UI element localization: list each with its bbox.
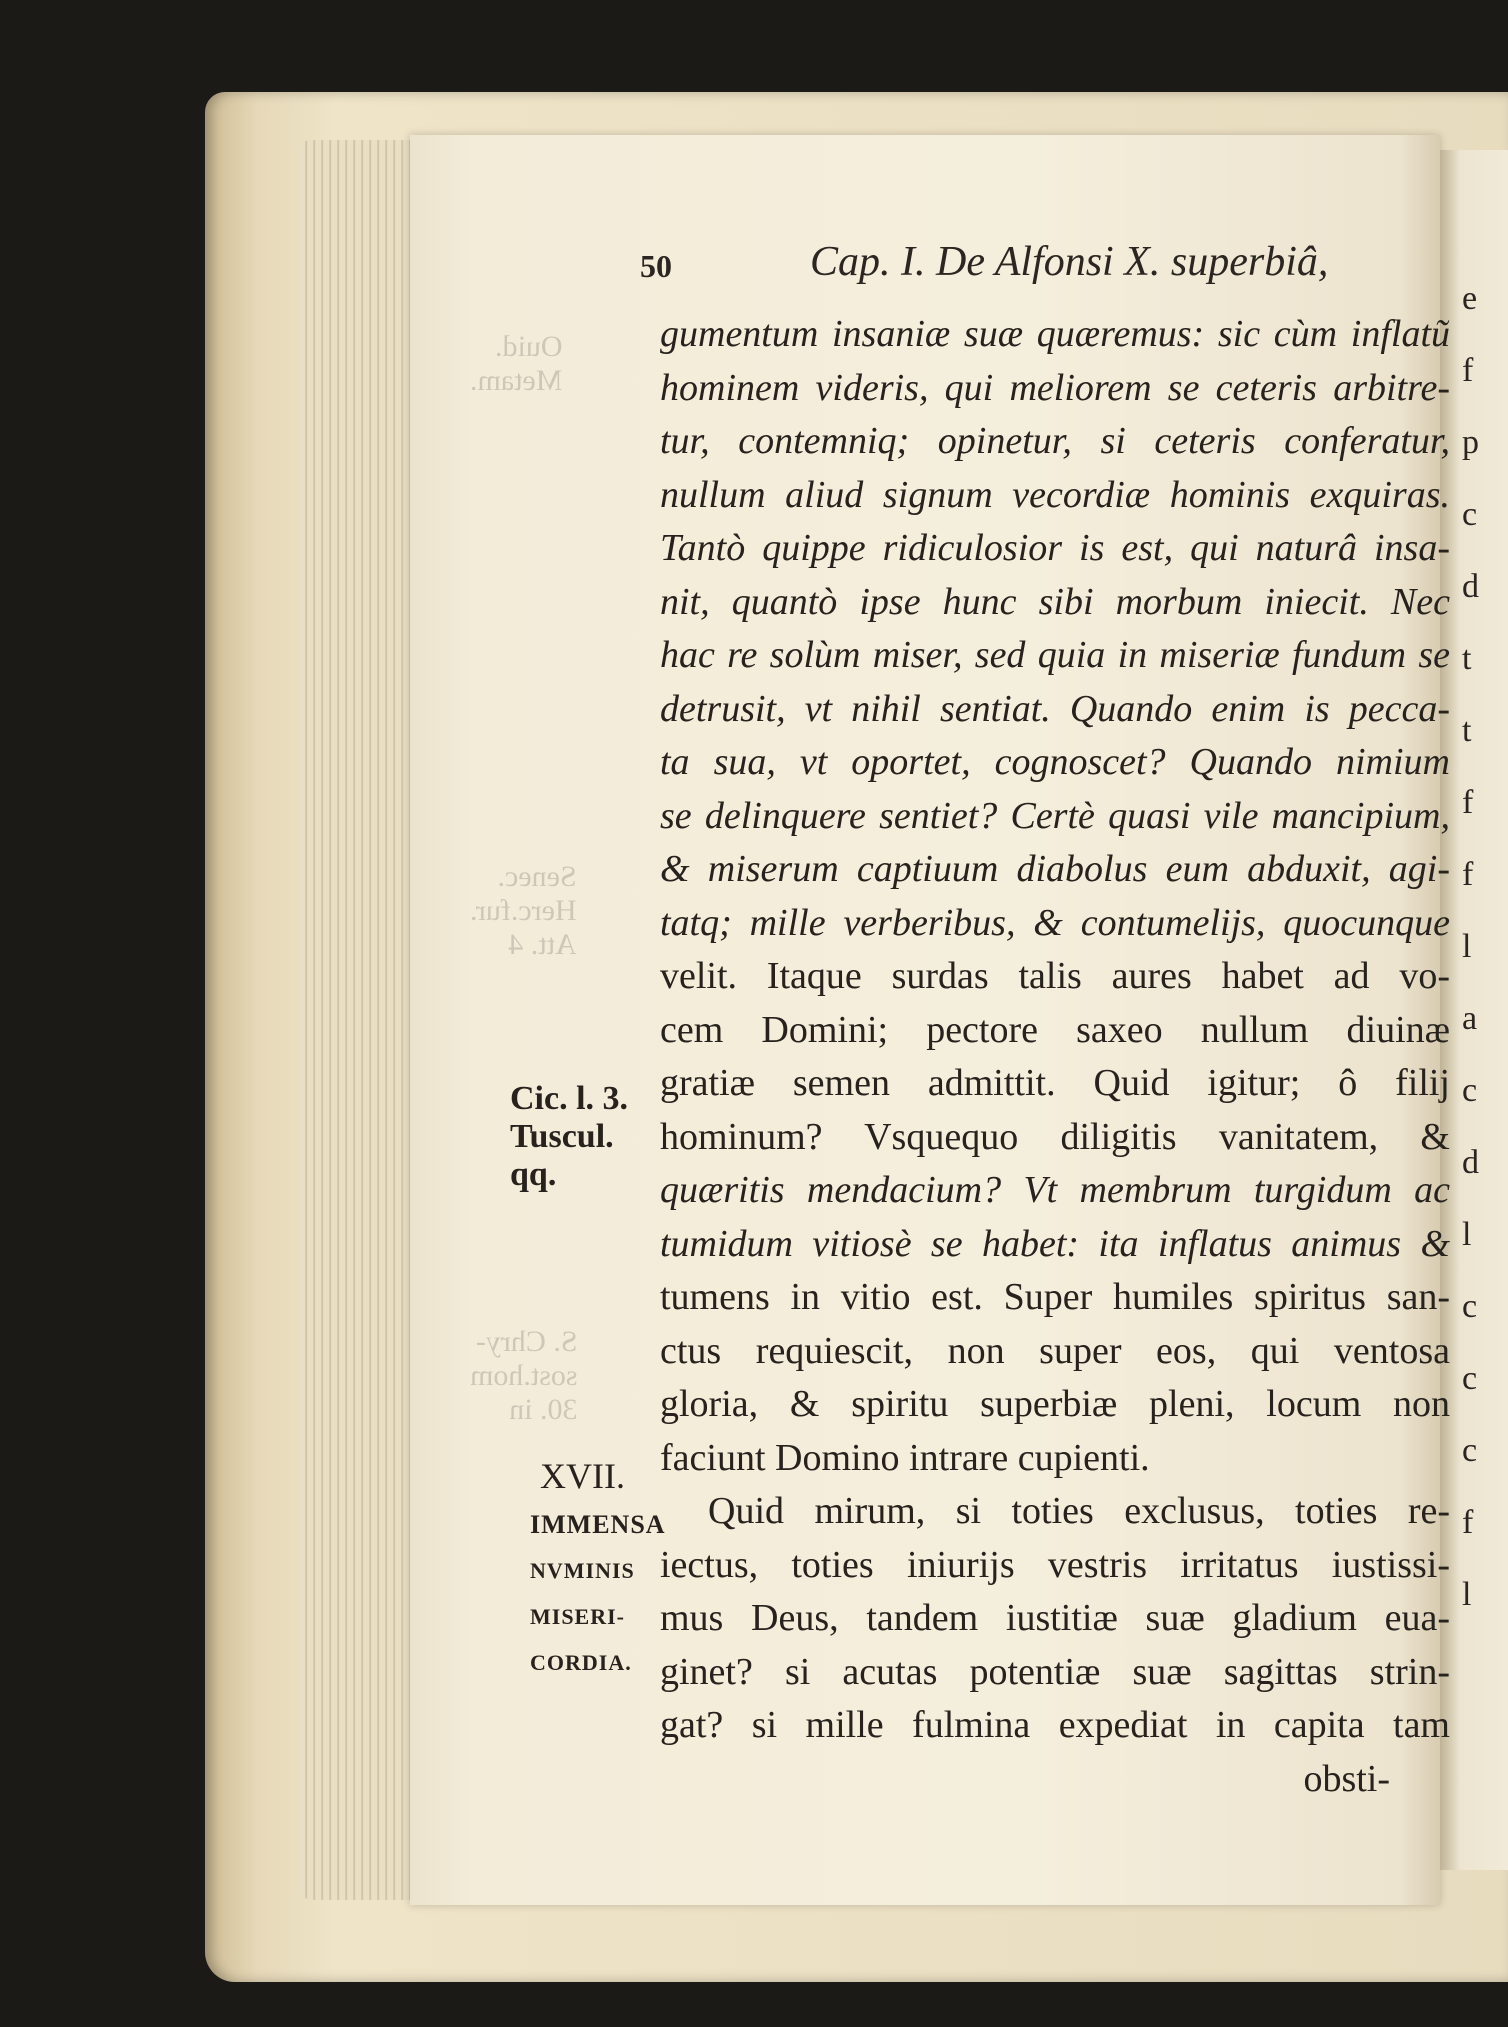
text-line: quæritis mendacium? Vt membrum turgidum ac — [660, 1169, 1450, 1211]
text-line: ctus requiescit, non super eos, qui ventosa — [660, 1329, 1450, 1372]
marginal-note-line: Cic. l. 3. — [510, 1080, 629, 1117]
text-line: nullum aliud signum vecordiæ hominis exquiras. — [660, 473, 1450, 516]
next-page-letter: e — [1462, 280, 1478, 317]
text-line: tur, contemniq; opinetur, si ceteris conferatur, — [660, 420, 1450, 462]
next-page-letter: c — [1462, 496, 1478, 533]
text-line: & miserum captiuum diabolus eum abduxit, agi- — [660, 848, 1450, 890]
page-number: 50 — [640, 248, 672, 284]
page-edges — [300, 140, 415, 1900]
text-line: gat? si mille fulmina expediat in capita tam — [660, 1704, 1450, 1746]
next-page-letter: a — [1462, 1000, 1478, 1037]
text-line: hominem videris, qui meliorem se ceteris arbitre- — [660, 366, 1450, 409]
text-line: tumidum vitiosè se habet: ita inflatus animus & — [660, 1222, 1450, 1265]
text-line: faciunt Domino intrare cupienti. — [660, 1436, 1150, 1479]
text-line: Tantò quippe ridiculosior is est, qui naturâ insa- — [660, 527, 1450, 569]
text-line: gumentum insaniæ suæ quæremus: sic cùm inflatũ — [660, 313, 1450, 355]
next-page-letter: c — [1462, 1432, 1478, 1469]
text-line: tatq; mille verberibus, & contumelijs, quocunque — [660, 901, 1450, 944]
text-line: ta sua, vt oportet, cognoscet? Quando nimium — [660, 741, 1450, 783]
next-page-letter: c — [1462, 1288, 1478, 1325]
marginal-note-cicero — [510, 1080, 628, 1194]
section-title-line: NVMINIS — [530, 1558, 635, 1583]
text-line: tumens in vitio est. Super humiles spiritus san- — [660, 1276, 1450, 1318]
next-page-letter: f — [1462, 856, 1474, 893]
next-page-letter: l — [1462, 1216, 1472, 1253]
next-page-letter: f — [1462, 352, 1474, 389]
section-title-line: IMMENSA — [530, 1510, 666, 1539]
next-page-letter: f — [1462, 784, 1474, 821]
section-title-line: CORDIA. — [530, 1650, 632, 1675]
text-line: hominum? Vsquequo diligitis vanitatem, & — [660, 1115, 1450, 1158]
next-page-letter: p — [1462, 424, 1479, 461]
text-line: hac re solùm miser, sed quia in miseriæ fundum se — [660, 634, 1450, 676]
bleed-through-note: Ouid. Metam. — [470, 330, 563, 397]
text-line: detrusit, vt nihil sentiat. Quando enim is pecca- — [660, 687, 1450, 730]
text-line: gratiæ semen admittit. Quid igitur; ô filij — [660, 1062, 1450, 1104]
marginal-note-line: qq. — [510, 1156, 557, 1193]
next-page-letter: t — [1462, 712, 1472, 749]
section-number: XVII. — [540, 1456, 625, 1496]
text-line: Quid mirum, si toties exclusus, toties re- — [708, 1490, 1450, 1532]
text-line: nit, quantò ipse hunc sibi morbum iniecit. Nec — [660, 580, 1450, 623]
next-page-letter: f — [1462, 1504, 1474, 1541]
next-page-letter: d — [1462, 1144, 1479, 1181]
section-title-line: MISERI- — [530, 1604, 626, 1629]
next-page-letter: c — [1462, 1360, 1478, 1397]
next-page-letter: c — [1462, 1072, 1478, 1109]
text-line: cem Domini; pectore saxeo nullum diuinæ — [660, 1008, 1450, 1051]
marginal-note-line: Tuscul. — [510, 1118, 614, 1155]
body-text — [660, 308, 1450, 1806]
text-line: iectus, toties iniurijs vestris irritatus iustissi- — [660, 1543, 1450, 1586]
text-line: mus Deus, tandem iustitiæ suæ gladium eua- — [660, 1597, 1450, 1639]
catchword: obsti- — [1303, 1757, 1390, 1800]
page-title: Cap. I. De Alfonsi X. superbiâ, — [810, 239, 1329, 285]
text-line: ginet? si acutas potentiæ suæ sagittas strin- — [660, 1650, 1450, 1693]
text-line: gloria, & spiritu superbiæ pleni, locum non — [660, 1383, 1450, 1425]
text-line: velit. Itaque surdas talis aures habet ad vo- — [660, 955, 1450, 997]
text-line: se delinquere sentiet? Certè quasi vile mancipium, — [660, 794, 1450, 837]
next-page-letter: t — [1462, 640, 1472, 677]
section-title — [530, 1502, 666, 1686]
next-page-letter: l — [1462, 928, 1472, 965]
next-page-letter: d — [1462, 568, 1479, 605]
next-page-edge — [1440, 150, 1508, 1870]
next-page-letter: l — [1462, 1576, 1472, 1613]
bleed-through-note: Senec. Herc.fur. Att. 4 — [470, 860, 577, 961]
bleed-through-note: S. Chry- sost.hom 30. in — [470, 1325, 578, 1426]
